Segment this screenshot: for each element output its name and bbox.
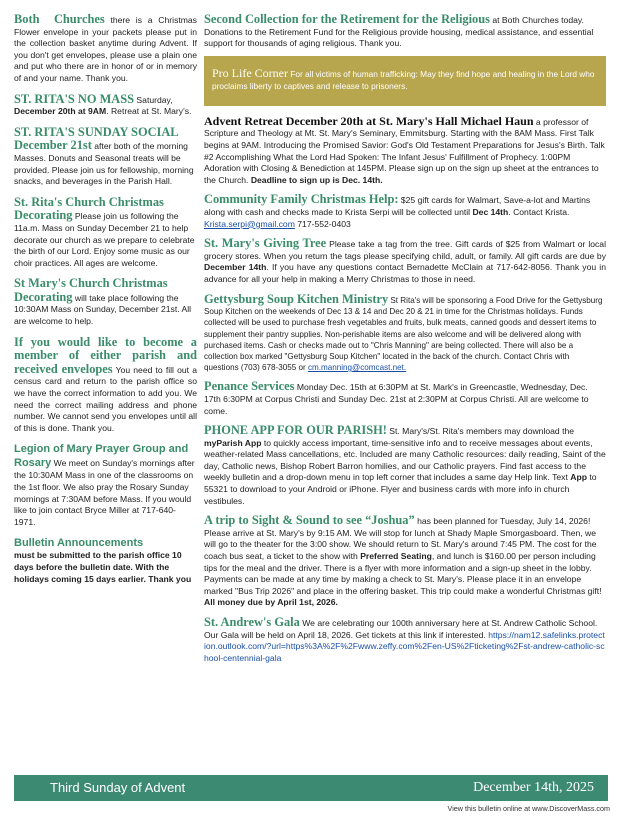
footer-sunday: Third Sunday of Advent [50,780,186,796]
community-help-deadline: Dec 14th [472,206,509,217]
community-help-contact: . Contact Krista. [508,206,570,217]
st-ritas-no-mass-body-end: . Retreat at St. Mary's. [106,106,192,117]
st-ritas-social-title: ST. RITA'S SUNDAY SOCIAL December 21st [14,124,178,153]
phone-app-body-3: to 55321 to download to your Android or iPhone. Flyer and business cards with more info in church vestibules. [204,472,597,506]
second-collection-body: at Both Churches today. Donations to the Retirement Fund for the Religious provide housing, medical assistance, and essential support for thousands of aging religious. Thank you. [204,15,594,49]
bus-trip-seating: Preferred Seating [360,551,432,562]
gala-notice [204,616,606,664]
st-rita-decorating-title: St. Rita's Church Christmas Decorating [14,194,164,223]
soup-kitchen-email-link[interactable]: cm.manning@comcast.net. [307,363,407,373]
community-help-title: Community Family Christmas Help: [204,192,399,207]
right-column [204,13,606,671]
st-rita-decorating-body: Please join us following the 11a.m. Mass on Sunday December 21 to help decorate our church as we prepare to celebrate the birth of our Lord. Enjoy some music as our choir practices. All ages are welcome. [14,211,195,268]
both-churches-body: there is a Christmas Flower envelope in your packets please put in the collection basket anytime during Advent. If you don't get envelopes, please use a plain one and put who there are in honor of or in memory of and your name. Thank you. [14,15,197,83]
penance-services-body: Monday Dec. 15th at 6:30PM at St. Mark's in Greencastle, Wednesday, Dec. 17th 6:30PM at Corpus Christi and Sunday Dec. 21st at 2:30PM at Corpus Christi. All are welcome to come. [204,382,589,416]
pro-life-body: For all victims of human trafficking: May they find hope and healing in the Lord who proclaims liberty to captives and release to prisoners. [212,69,595,91]
phone-app-body-2: to quickly access important, time-sensitive info and to receive messages about events, weather-related Mass cancellations, etc. Included are many Catholic resources: daily reading, Saint of the day, Catholic news, Bishop Robert Barron homilies, and our Catholic prayers. Find fast access to the weekly bulletin and a drop-down menu in top left corner that includes a same day Help link. Text [204,437,606,483]
online-note: View this bulletin online at www.DiscoverMass.com [447,804,610,813]
gala-body: We are celebrating our 100th anniversary here at St. Andrew Catholic School. Our Gala will be held on April 18, 2026. Get tickets at this link if interested. [204,618,598,640]
giving-tree-deadline: December 14th [204,262,267,273]
community-email-link[interactable]: Krista.serpi@gmail.com [204,218,295,229]
both-churches-title: Both Churches [14,12,105,26]
bulletin-announcements-notice [14,536,197,585]
soup-kitchen-body: St Rita's will be sponsoring a Food Drive for the Gettysburg Soup Kitchen on the weekends of Dec 13 & 14 and Dec 20 & 21 in time for the Christmas holidays. Funds collected will be used to purchase fresh vegetables and fruits, bulk meats, canned goods and dessert items to supplement their pantry supplies. Non-perishable items are also welcome and will be delivered along with purchased items. Cash or checks made out to "Chris Manning" are being collected. There will also be a collection box marked "Gettysburg Soup Kitchen" located in the back of the church. Contact Chris with questions (703) 678-3055 or [204,295,603,373]
penance-services-notice [204,380,606,417]
footer-date: December 14th, 2025 [473,780,594,796]
gala-title: St. Andrew's Gala [204,615,300,629]
legion-of-mary-body: We meet on Sunday's mornings after the 10:30AM Mass in one of the classrooms on the 1st floor. We also pray the Rosary Sunday mornings at 7:30AM before Mass. If you would like to join contact Bryce Miller at 717-640-1971. [14,458,195,527]
giving-tree-notice [204,237,606,285]
footer-bar [14,775,608,801]
gala-ticket-link[interactable]: https://nam12.safelinks.protection.outlook.com/?url=https%3A%2F%2Fwww.zeffy.com%2Fen-US%2Fticketing%2Fst-andrew-catholic-school-centennial-gala [204,629,605,663]
st-mary-decorating-title: St Mary's Church Christmas Decorating [14,276,168,304]
soup-kitchen-notice [204,293,606,374]
advent-retreat-deadline: Deadline to sign up is Dec. 14th. [250,174,383,185]
st-mary-decorating-notice [14,277,197,327]
st-ritas-no-mass-body: Saturday, [134,94,173,105]
st-mary-decorating-body: will take place following the 10:30AM Mass on Sunday, December 21st. All are welcome to help. [14,292,192,327]
phone-app-title: PHONE APP FOR OUR PARISH! [204,423,387,438]
phone-app-body: St. Mary's/St. Rita's members may download the [386,426,575,437]
legion-of-mary-title: Legion of Mary Prayer Group and Rosary [14,443,189,470]
soup-kitchen-title: Gettysburg Soup Kitchen Ministry [204,291,389,306]
community-help-notice [204,193,606,230]
advent-retreat-title: Advent Retreat December 20th at St. Mary's Hall Michael Haun [204,113,534,128]
st-ritas-no-mass-date: December 20th at 9AM [14,106,107,117]
membership-notice [14,336,197,435]
advent-retreat-notice [204,115,606,187]
bus-trip-deadline: All money due by April 1st, 2026. [204,597,338,608]
second-collection-notice [204,13,606,50]
left-column [14,13,197,593]
giving-tree-body: Please take a tag from the tree. Gift cards of $25 from Walmart or local grocery stores. When you return the tags please specifying child, adult, or family. All gift cards are due by [204,239,606,261]
second-collection-title: Second Collection for the Retirement for the Religious [204,12,490,26]
bus-trip-title: A trip to Sight & Sound to see “Joshua” [204,513,415,528]
phone-app-name: myParish App [204,437,262,448]
legion-of-mary-notice [14,442,197,528]
st-ritas-no-mass-notice [14,93,197,118]
giving-tree-title: St. Mary's Giving Tree [204,236,327,251]
bus-trip-notice [204,514,606,609]
membership-title: If you would like to become a member of either parish and received envelopes [14,334,197,376]
phone-app-keyword: App [570,472,587,483]
penance-services-title: Penance Services [204,379,295,394]
phone-app-notice [204,424,606,507]
bus-trip-body: has been planned for Tuesday, July 14, 2026! Please arrive at St. Mary's by 9:15 AM. We will stop for lunch at Shady Maple Smorgasboard. Then, we will go to the theater for the 3:00 show. We should return to St. Mary's around 7:45 PM. The cost for the coach bus seat, a ticket to the show with [204,516,597,562]
advent-retreat-body: a professor of Scripture and Theology at Mt. St. Mary's Seminary, Emmitsburg. Starting with the 8AM Mass. First Talk begins at 9AM. Introducing the Promised Savior: God's Old Testament Preparations for Jesus's Birth. Talk #2 Accomplishing What the Lord Had Spoken: The Infant Jesus' Fulfillment of Prophecy. 1:00PM Adoration with Closing & Benediction at 145PM. Please sign up on the sign up sheet at the entrances to the Church. [204,116,605,185]
bulletin-announcements-title: Bulletin Announcements [14,537,144,550]
st-rita-decorating-notice [14,196,197,270]
st-ritas-social-notice [14,126,197,188]
community-help-body: $25 gift cards for Walmart, Save-a-lot and Martins along with cash and checks made to Krista Serpi will be collected until [204,195,591,217]
community-phone: 717-552-0403 [294,218,351,229]
st-ritas-no-mass-title: ST. RITA'S NO MASS [14,91,135,106]
giving-tree-body-end: . If you have any questions contact Bernadette McClain at 717-642-8056. Thank you in advance for all your help in making a Merry Christmas to those in need. [204,262,606,284]
st-ritas-social-body: after both of the morning Masses. Donuts and Seasonal treats will be provided. Please join us for fellowship, morning snacks, and beverages in the Parish Hall. [14,141,194,187]
pro-life-corner-box [204,56,606,106]
membership-body: You need to fill out a census card and return to the parish office so we have the correct information to add you. We need the correct mailing address and phone number. We cannot send you envelopes until all of this is done. Thank you. [14,364,197,433]
bus-trip-body-2: , and lunch is $160.00 per person including tips for the meal and the driver. There is a flyer with more information and a sign-up sheet in the lobby. Payments can be made at any time by making a check to St. Mary's. Please place it in an envelope marked "Bus Trip 2026" and place in the offering basket. This trip could make a wonderful Christmas gift! [204,551,602,596]
bulletin-announcements-body: must be submitted to the parish office 10 days before the bulletin date. With the holidays coming 15 days earlier. Thank you [14,550,192,584]
both-churches-notice [14,13,197,85]
pro-life-title: Pro Life Corner [212,66,288,81]
